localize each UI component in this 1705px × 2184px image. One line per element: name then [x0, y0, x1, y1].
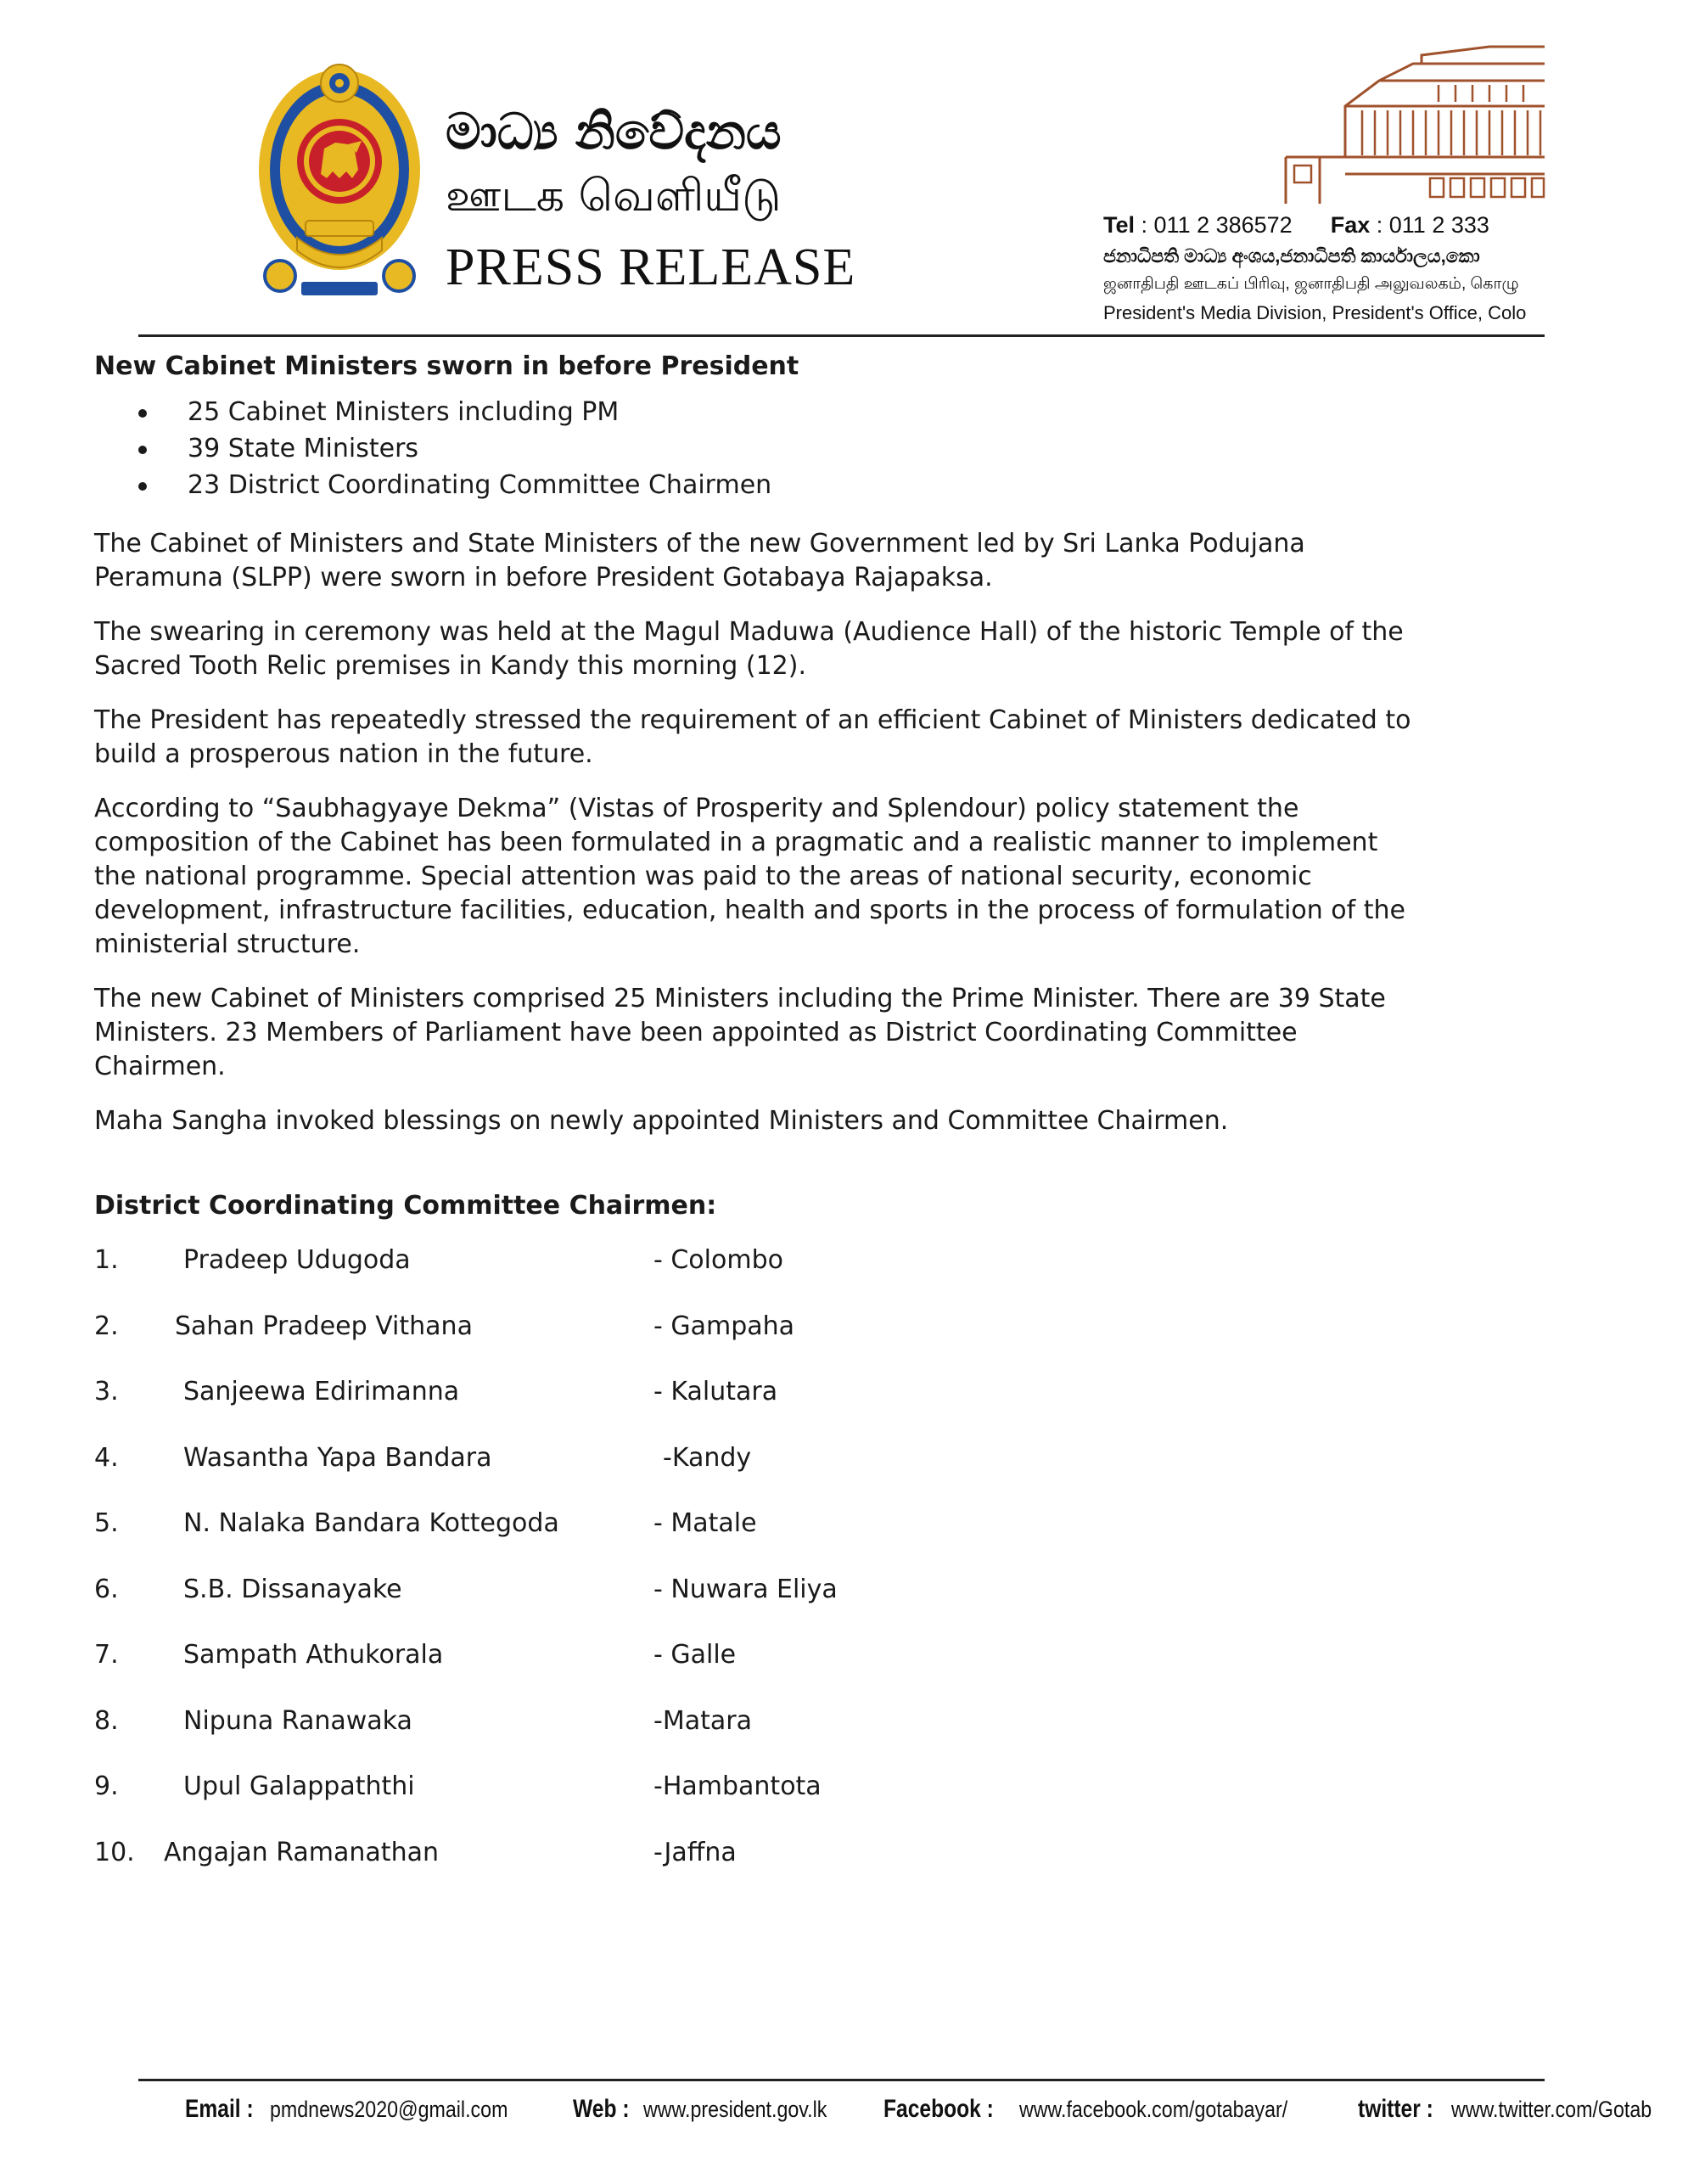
chairman-district: -Hambantota — [653, 1771, 822, 1801]
list-item — [94, 1375, 1418, 1441]
title-english: PRESS RELEASE — [446, 239, 856, 296]
fax-value: : 011 2 333 — [1376, 212, 1489, 238]
fax-label: Fax — [1330, 212, 1371, 238]
paragraph-6: Maha Sangha invoked blessings on newly appointed Ministers and Committee Chairmen. — [94, 1106, 1229, 1136]
sri-lanka-emblem-icon — [255, 59, 424, 306]
chairman-name: Sanjeewa Edirimanna — [183, 1377, 460, 1406]
title-tamil: ஊடக வெளியீடு — [446, 171, 782, 222]
bullet-item — [94, 396, 1418, 432]
footer-twitter — [1358, 2092, 1684, 2126]
chairman-name: N. Nalaka Bandara Kottegoda — [183, 1508, 559, 1538]
chairman-district: - Colombo — [653, 1245, 783, 1275]
chairman-name: Wasantha Yapa Bandara — [183, 1442, 492, 1473]
list-item — [94, 1441, 1418, 1507]
list-item — [94, 1836, 1418, 1902]
bullet-text: 39 State Ministers — [188, 434, 419, 463]
chairman-name: Pradeep Udugoda — [183, 1245, 411, 1275]
item-number: 9. — [94, 1771, 119, 1801]
article-headline: New Cabinet Ministers sworn in before President — [94, 351, 799, 381]
paragraph-3: The President has repeatedly stressed the requirement of an efficient Cabinet of Ministers dedicated to build a prosperous nation in the future. — [94, 705, 1411, 769]
item-number: 5. — [94, 1508, 119, 1538]
footer-email — [185, 2092, 547, 2126]
footer-contacts — [185, 2092, 1652, 2126]
list-item — [94, 1244, 1418, 1310]
list-item — [94, 1638, 1418, 1704]
twitter-link[interactable]: www.twitter.com/Gotab — [1451, 2097, 1652, 2122]
web-label: Web : — [573, 2095, 630, 2123]
bullet-dot-icon — [138, 482, 147, 491]
chairman-district: - Galle — [653, 1640, 737, 1670]
chairman-name: Sampath Athukorala — [183, 1640, 444, 1670]
email-link[interactable]: pmdnews2020@gmail.com — [269, 2097, 508, 2122]
item-number: 1. — [94, 1245, 119, 1275]
contact-phone-fax — [1103, 208, 1545, 242]
paragraph-4: According to “Saubhagyaye Dekma” (Vistas of Prosperity and Splendour) policy statement the composition of the Cabinet has been formulated in a pragmatic and a realistic manner to implement the national programme. Special attention was paid to the areas of national security, economic development, infrastructure facilities, education, health and sports in the process of formulation of the ministerial structure. — [94, 794, 1405, 959]
paragraph-2: The swearing in ceremony was held at the Magul Maduwa (Audience Hall) of the historic Temple of the Sacred Tooth Relic premises in Kandy this morning (12). — [94, 617, 1404, 681]
email-label: Email : — [185, 2095, 254, 2123]
item-number: 10. — [94, 1837, 135, 1867]
footer-facebook — [883, 2092, 1332, 2126]
chairman-district: - Matale — [653, 1508, 757, 1538]
chairman-name: Sahan Pradeep Vithana — [175, 1311, 473, 1341]
item-number: 2. — [94, 1311, 119, 1341]
footer-divider — [138, 2079, 1545, 2081]
presidential-secretariat-building-icon — [1269, 47, 1545, 208]
paragraph-5: The new Cabinet of Ministers comprised 25 Ministers including the Prime Minister. There are 39 State Ministers. 23 Members of Parliament have been appointed as District Coordinating Committee Chairmen. — [94, 984, 1386, 1081]
bullet-text: 23 District Coordinating Committee Chairmen — [188, 470, 772, 500]
item-number: 6. — [94, 1574, 119, 1604]
chairmen-list — [94, 1244, 1418, 1901]
header-divider — [138, 334, 1545, 337]
chairman-name: Angajan Ramanathan — [164, 1837, 439, 1867]
chairman-name: S.B. Dissanayake — [183, 1574, 402, 1604]
division-tamil: ஜனாதிபதி ஊடகப் பிரிவு, ஜனாதிபதி அலுவலகம், கொழு — [1103, 275, 1519, 293]
footer-web — [573, 2092, 856, 2126]
chairman-district: - Nuwara Eliya — [653, 1574, 838, 1604]
division-sinhala: ජනාධිපති මාධ්‍ය අංශය,ජනාධිපති කාර්යාලය,කො — [1103, 245, 1480, 267]
facebook-link[interactable]: www.facebook.com/gotabayar/ — [1019, 2097, 1288, 2122]
list-item — [94, 1310, 1418, 1376]
item-number: 8. — [94, 1705, 119, 1736]
tel-value: : 011 2 386572 — [1141, 212, 1293, 238]
chairman-district: - Kalutara — [653, 1377, 778, 1406]
list-item — [94, 1573, 1418, 1639]
item-number: 3. — [94, 1377, 119, 1406]
article-body — [94, 348, 1418, 1901]
twitter-label: twitter : — [1358, 2095, 1434, 2123]
facebook-label: Facebook : — [883, 2095, 995, 2123]
list-item — [94, 1507, 1418, 1573]
chairmen-section-title: District Coordinating Committee Chairmen: — [94, 1191, 717, 1221]
chairman-district: -Jaffna — [653, 1837, 737, 1867]
chairman-name: Upul Galappaththi — [183, 1771, 415, 1801]
item-number: 4. — [94, 1442, 119, 1473]
chairman-district: - Gampaha — [653, 1311, 795, 1341]
title-sinhala: මාධ්‍ය නිවේදනය — [446, 103, 782, 160]
title-block — [446, 102, 887, 297]
bullet-text: 25 Cabinet Ministers including PM — [188, 397, 620, 427]
web-link[interactable]: www.president.gov.lk — [643, 2097, 827, 2122]
list-item — [94, 1704, 1418, 1771]
bullet-dot-icon — [138, 446, 147, 454]
list-item — [94, 1770, 1418, 1836]
contact-block — [1103, 208, 1545, 328]
bullet-dot-icon — [138, 409, 147, 418]
bullet-item — [94, 469, 1418, 505]
tel-label: Tel — [1103, 212, 1136, 238]
summary-bullets — [94, 396, 1418, 505]
chairman-name: Nipuna Ranawaka — [183, 1705, 412, 1736]
item-number: 7. — [94, 1640, 119, 1670]
division-english: President's Media Division, President's Office, Colo — [1103, 302, 1527, 323]
paragraph-1: The Cabinet of Ministers and State Ministers of the new Government led by Sri Lanka Podujana Peramuna (SLPP) were sworn in before President Gotabaya Rajapaksa. — [94, 529, 1305, 592]
chairman-district: -Matara — [653, 1705, 752, 1736]
bullet-item — [94, 432, 1418, 469]
chairman-district: -Kandy — [663, 1442, 752, 1473]
